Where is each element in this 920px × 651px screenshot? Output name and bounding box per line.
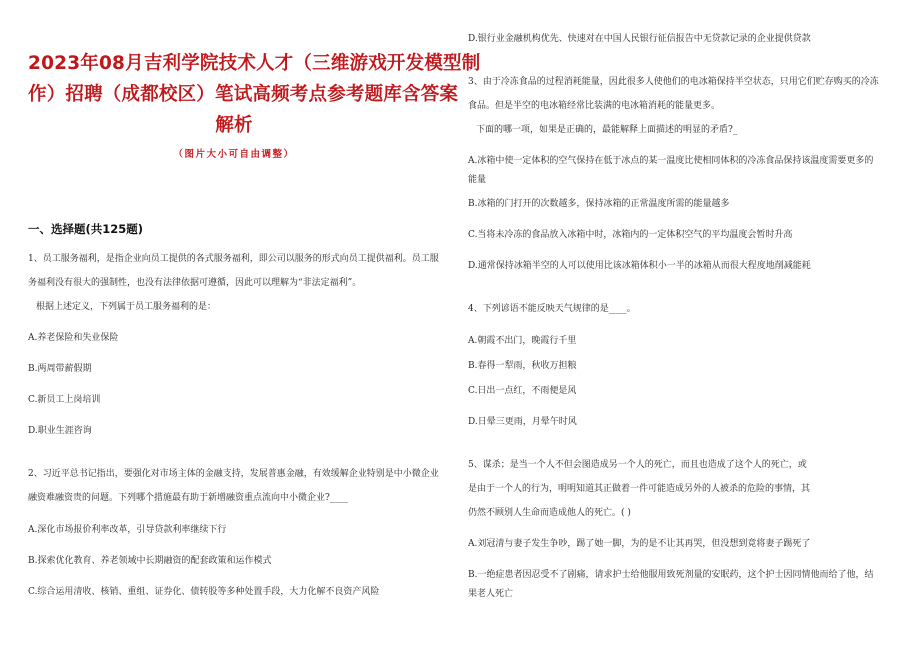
title-line-2: 作）招聘（成都校区）笔试高频考点参考题库含答案 — [28, 84, 459, 105]
q4-text: 4、下列谚语不能反映天气规律的是____。 — [468, 304, 636, 314]
document-subtitle: （图片大小可自由调整） — [173, 149, 295, 160]
q3-option-c: C.当将未冷冻的食品放入冰箱中时，冰箱内的一定体积空气的平均温度会暂时升高 — [468, 230, 793, 240]
q1-option-b: B.两周带薪假期 — [28, 364, 92, 374]
q3-option-a-line-2: 能量 — [468, 175, 487, 185]
q1-text-line-1: 1、员工服务福利，是指企业向员工提供的各式服务福利，即公司以服务的形式向员工提供福利。员工服 — [28, 254, 439, 264]
q2-option-c: C.综合运用清收、核销、重组、证券化、债转股等多种处置手段，大力化解不良资产风险 — [28, 587, 380, 597]
q5-text-line-1: 5、谋杀；是当一个人不但会图造成另一个人的死亡，而且也造成了这个人的死亡，或 — [468, 460, 807, 470]
q4-option-b: B.春得一犁雨，秋收万担粮 — [468, 361, 577, 371]
q5-option-b-line-2: 果老人死亡 — [468, 589, 514, 599]
q5-text-line-2: 是由于一个人的行为，明明知道其正做着一件可能造成另外的人被杀的危险的事情，其 — [468, 484, 811, 494]
q3-option-b: B.冰箱的门打开的次数越多，保持冰箱的正常温度所需的能量越多 — [468, 199, 730, 209]
q4-option-d: D.日晕三更雨，月晕午时风 — [468, 417, 577, 427]
document-title — [28, 48, 481, 141]
right-column — [468, 0, 900, 651]
q3-text-line-1: 3、由于冷冻食品的过程消耗能量，因此很多人使他们的电冰箱保持半空状态，只用它们贮存购买的冷冻 — [468, 77, 879, 87]
q5-text-line-3: 仍然不顾别人生命而造成他人的死亡。( ) — [468, 508, 631, 518]
q3-prompt: 下面的哪一项，如果是正确的，最能解释上面描述的明显的矛盾?_ — [476, 125, 738, 135]
q1-option-a: A.养老保险和失业保险 — [28, 333, 119, 343]
q1-option-c: C.新员工上岗培训 — [28, 395, 101, 405]
q1-text-line-2: 务福利没有很大的强制性，也没有法律依据可遵循，因此可以理解为“非法定福利”。 — [28, 278, 362, 288]
q2-option-b: B.探索优化教育、养老领域中长期融资的配套政策和运作模式 — [28, 556, 272, 566]
q2-text-line-1: 2、习近平总书记指出，要强化对市场主体的金融支持，发展普惠金融，有效缓解企业特别是中小微企业 — [28, 469, 439, 479]
q2-option-a: A.深化市场报价利率改革，引导贷款利率继续下行 — [28, 525, 227, 535]
q3-text-line-2: 食品。但是半空的电冰箱经常比装满的电冰箱消耗的能量更多。 — [468, 101, 721, 111]
q1-prompt: 根据上述定义，下列属于员工服务福利的是： — [36, 302, 217, 312]
q4-option-c: C.日出一点红，不雨便是风 — [468, 386, 577, 396]
q4-option-a: A.朝霞不出门，晚霞行千里 — [468, 336, 577, 346]
q5-option-b-line-1: B.一绝症患者因忍受不了剧痛，请求护士给他服用致死剂量的安眠药，这个护士因同情他而给了他，结 — [468, 570, 874, 580]
title-line-3: 解析 — [215, 115, 253, 136]
title-line-1: 2023年08月吉利学院技术人才（三维游戏开发模型制 — [28, 53, 481, 74]
q3-option-a-line-1: A.冰箱中使一定体积的空气保持在低于冰点的某一温度比使相同体积的冷冻食品保持该温度需要更多的 — [468, 156, 874, 166]
section-heading: 一、选择题(共125题) — [28, 222, 144, 236]
q2-option-d: D.银行业金融机构优先、快速对在中国人民银行征信报告中无贷款记录的企业提供贷款 — [468, 34, 811, 44]
q5-option-a: A.刘冠清与妻子发生争吵，踢了她一脚，为的是不让其再哭，但没想到竟将妻子踢死了 — [468, 539, 811, 549]
q1-option-d: D.职业生涯咨询 — [28, 426, 92, 436]
q3-option-d: D.通常保持冰箱半空的人可以使用比该冰箱体积小一半的冰箱从而很大程度地削减能耗 — [468, 261, 811, 271]
q2-text-line-2: 融资难融资贵的问题。下列哪个措施最有助于新增融资重点流向中小微企业?____ — [28, 493, 348, 503]
